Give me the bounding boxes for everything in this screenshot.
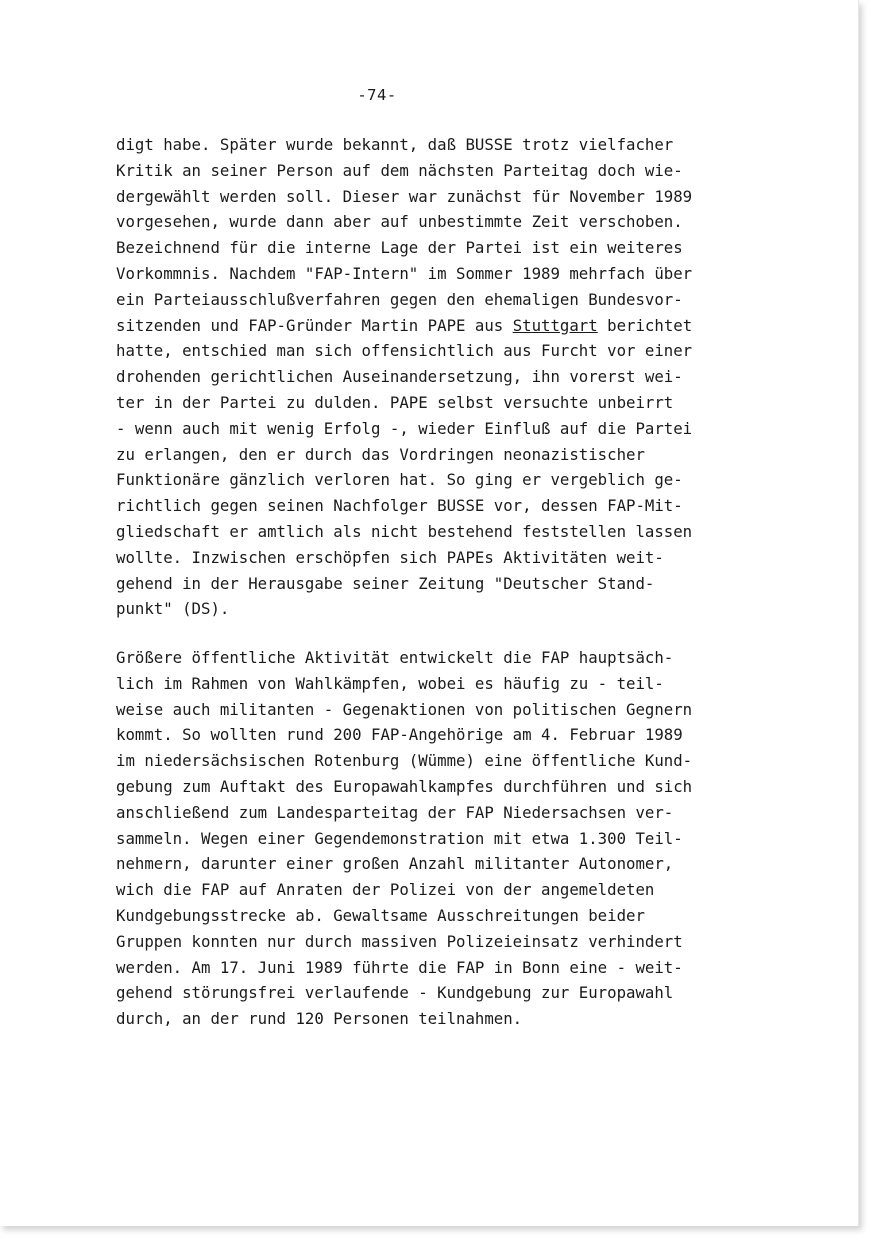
- text-line: punkt" (DS).: [116, 599, 230, 619]
- paragraph-1: [116, 132, 776, 622]
- text-line: dergewählt werden soll. Dieser war zunächst für November 1989: [116, 186, 693, 206]
- text-line: richtlich gegen seinen Nachfolger BUSSE vor, dessen FAP-Mit-: [116, 496, 683, 516]
- text-line: wich die FAP auf Anraten der Polizei von der angemeldeten: [116, 880, 655, 900]
- text-line: werden. Am 17. Juni 1989 führte die FAP in Bonn eine - weit-: [116, 957, 683, 977]
- text-segment: berichtet: [597, 315, 693, 335]
- text-line: digt habe. Später wurde bekannt, daß BUSSE trotz vielfacher: [116, 135, 674, 154]
- text-line: Größere öffentliche Aktivität entwickelt die FAP hauptsäch-: [116, 648, 674, 667]
- text-line: Bezeichnend für die interne Lage der Partei ist ein weiteres: [116, 238, 683, 258]
- text-line: hatte, entschied man sich offensichtlich aus Furcht vor einer: [116, 341, 693, 361]
- text-line: kommt. So wollten rund 200 FAP-Angehörige am 4. Februar 1989: [116, 725, 683, 745]
- text-line: - wenn auch mit wenig Erfolg -, wieder Einfluß auf die Partei: [116, 418, 693, 438]
- text-line: gehend störungsfrei verlaufende - Kundgebung zur Europawahl: [116, 983, 674, 1003]
- underlined-place-name: Stuttgart: [512, 315, 598, 335]
- text-line: Kundgebungsstrecke ab. Gewaltsame Ausschreitungen beider: [116, 905, 645, 925]
- text-line: anschließend zum Landesparteitag der FAP Niedersachsen ver-: [116, 802, 674, 822]
- text-line: ter in der Partei zu dulden. PAPE selbst versuchte unbeirrt: [116, 392, 674, 412]
- text-line: nehmern, darunter einer großen Anzahl militanter Autonomer,: [116, 854, 674, 874]
- text-line: durch, an der rund 120 Personen teilnahmen.: [116, 1009, 523, 1029]
- text-line: sammeln. Wegen einer Gegendemonstration mit etwa 1.300 Teil-: [116, 828, 683, 848]
- text-line: zu erlangen, den er durch das Vordringen neonazistischer: [116, 444, 645, 464]
- text-line: Funktionäre gänzlich verloren hat. So ging er vergeblich ge-: [116, 470, 683, 490]
- text-line: im niedersächsischen Rotenburg (Wümme) eine öffentliche Kund-: [116, 751, 693, 771]
- text-line: gehend in der Herausgabe seiner Zeitung "Deutscher Stand-: [116, 573, 655, 593]
- text-line: vorgesehen, wurde dann aber auf unbestimmte Zeit verschoben.: [116, 212, 683, 232]
- text-line: ein Parteiausschlußverfahren gegen den ehemaligen Bundesvor-: [116, 289, 683, 309]
- text-line: Vorkommnis. Nachdem "FAP-Intern" im Sommer 1989 mehrfach über: [116, 263, 693, 283]
- text-line: Kritik an seiner Person auf dem nächsten Parteitag doch wie-: [116, 160, 683, 180]
- text-line: Gruppen konnten nur durch massiven Polizeieinsatz verhindert: [116, 931, 683, 951]
- text-line: lich im Rahmen von Wahlkämpfen, wobei es häufig zu - teil-: [116, 673, 664, 693]
- text-segment: sitzenden und FAP-Gründer Martin PAPE aus: [116, 315, 513, 335]
- text-line: weise auch militanten - Gegenaktionen von politischen Gegnern: [116, 699, 693, 719]
- text-line-with-underline: [116, 313, 776, 339]
- paragraph-2: [116, 645, 776, 1032]
- text-line: drohenden gerichtlichen Auseinandersetzung, ihn vorerst wei-: [116, 367, 683, 387]
- page-number: -74-: [357, 86, 397, 104]
- text-line: gebung zum Auftakt des Europawahlkampfes durchführen und sich: [116, 776, 693, 796]
- text-line: gliedschaft er amtlich als nicht bestehend feststellen lassen: [116, 521, 693, 541]
- text-line: wollte. Inzwischen erschöpfen sich PAPEs Aktivitäten weit-: [116, 547, 664, 567]
